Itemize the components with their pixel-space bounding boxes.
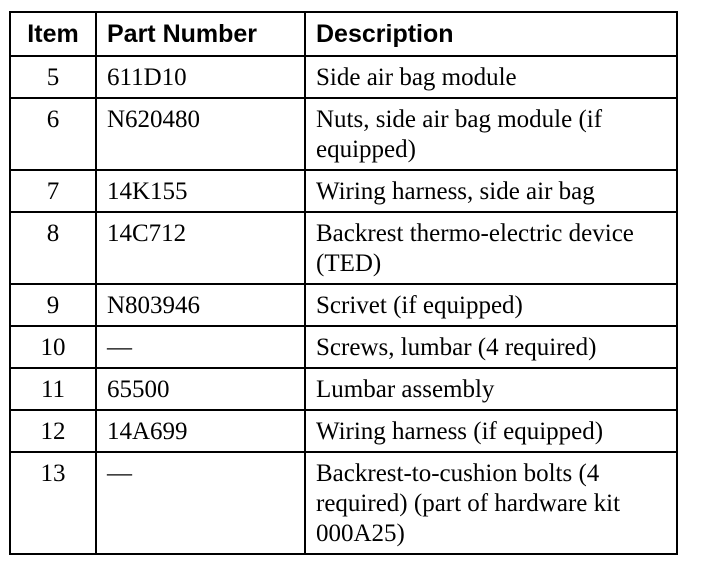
item-cell: 7 xyxy=(10,170,96,212)
item-cell: 6 xyxy=(10,98,96,170)
header-description: Description xyxy=(305,12,677,56)
description-cell: Backrest thermo-electric device (TED) xyxy=(305,212,677,284)
description-cell: Scrivet (if equipped) xyxy=(305,284,677,326)
table-row xyxy=(10,410,677,452)
table-row xyxy=(10,98,677,170)
table-row xyxy=(10,284,677,326)
table-row xyxy=(10,326,677,368)
parts-table xyxy=(9,11,678,555)
part-number-cell: — xyxy=(96,452,305,554)
description-cell: Nuts, side air bag module (if equipped) xyxy=(305,98,677,170)
item-cell: 5 xyxy=(10,56,96,98)
part-number-cell: 14C712 xyxy=(96,212,305,284)
header-row xyxy=(10,12,677,56)
table-row xyxy=(10,212,677,284)
item-cell: 8 xyxy=(10,212,96,284)
item-cell: 11 xyxy=(10,368,96,410)
part-number-cell: — xyxy=(96,326,305,368)
description-cell: Wiring harness, side air bag xyxy=(305,170,677,212)
header-item: Item xyxy=(10,12,96,56)
part-number-cell: N803946 xyxy=(96,284,305,326)
part-number-cell: 14K155 xyxy=(96,170,305,212)
part-number-cell: 65500 xyxy=(96,368,305,410)
header-part-number: Part Number xyxy=(96,12,305,56)
table-row xyxy=(10,170,677,212)
table-row xyxy=(10,452,677,554)
table-row xyxy=(10,56,677,98)
description-cell: Side air bag module xyxy=(305,56,677,98)
part-number-cell: 14A699 xyxy=(96,410,305,452)
description-cell: Lumbar assembly xyxy=(305,368,677,410)
part-number-cell: 611D10 xyxy=(96,56,305,98)
item-cell: 13 xyxy=(10,452,96,554)
table-row xyxy=(10,368,677,410)
item-cell: 12 xyxy=(10,410,96,452)
part-number-cell: N620480 xyxy=(96,98,305,170)
item-cell: 10 xyxy=(10,326,96,368)
description-cell: Wiring harness (if equipped) xyxy=(305,410,677,452)
item-cell: 9 xyxy=(10,284,96,326)
description-cell: Screws, lumbar (4 required) xyxy=(305,326,677,368)
description-cell: Backrest-to-cushion bolts (4 required) (part of hardware kit 000A25) xyxy=(305,452,677,554)
